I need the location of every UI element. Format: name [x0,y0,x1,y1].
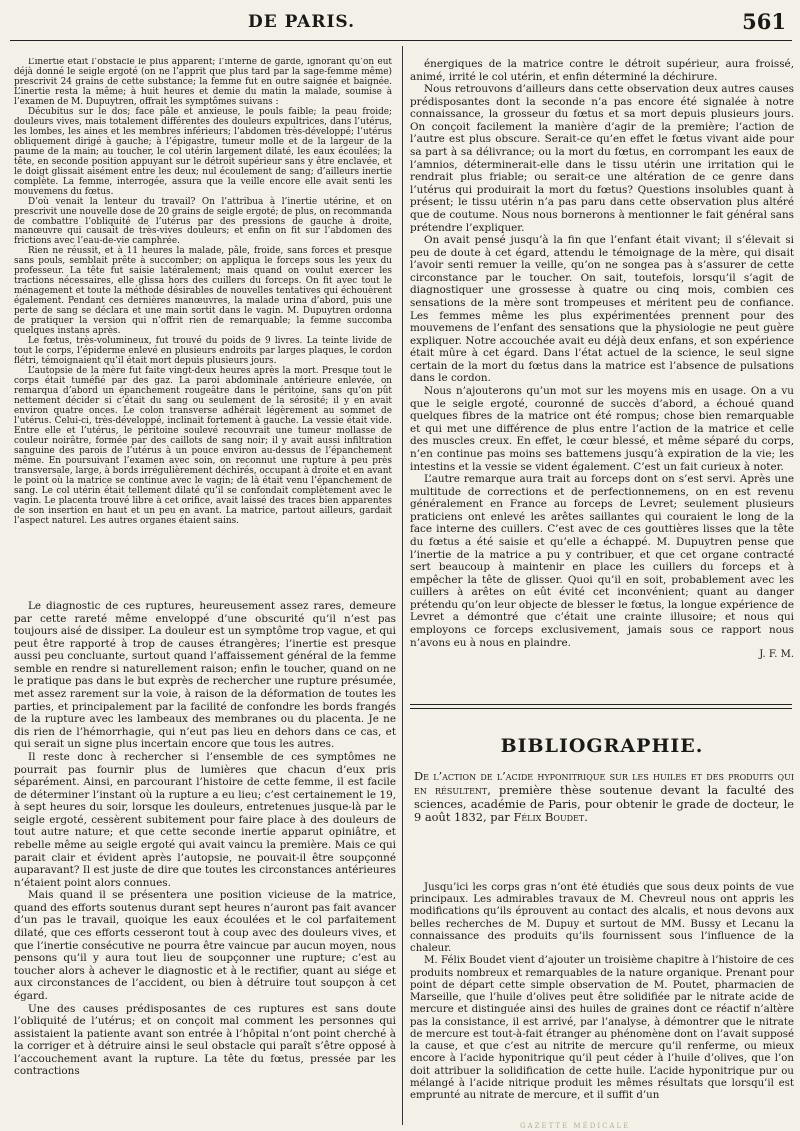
column-divider [402,46,403,1125]
paragraph: L’inertie était l’obstacle le plus apparent; l’interne de garde, ignorant qu’on eût déjà donné le seigle ergoté (on ne l’apprit que plus tard par la sage-femme même) prescrivit 24 grains de cette substance; la femme fut en outre saignée et baignée. L’inertie resta la même; à huit heures et demie du matin la malade, soumise à l’examen de M. Dupuytren, offrait les symptômes suivans : [14,58,392,107]
paragraph: énergiques de la matrice contre le détroit supérieur, aura froissé, animé, irrité le col utérin, et enfin déterminé la déchirure. [410,58,794,83]
paragraph: Le fœtus, très-volumineux, fut trouvé du poids de 9 livres. La teinte livide de tout le corps, l’épiderme enlevé en plusieurs endroits par larges plaques, le cordon flétri, témoignaient qu’il était mort depuis plusieurs jours. [14,336,392,367]
bibliography-review [410,882,794,1126]
paragraph: Décubitus sur le dos; face pâle et anxieuse, le pouls faible; la peau froide; douleurs vives, mais totalement différentes des douleurs expultrices, dans l’utérus, les lombes, les aines et les membres inférieurs; l’abdomen très-développé; l’utérus obliquement dirigé à gauche; à l’épigastre, tumeur molle et de la largeur de la paume de la main; au toucher, le col utérin largement dilaté, les eaux écoulées; la tête, en seconde position appuyant sur le détroit supérieur sans y être enclavée, et le doigt glissait aisément entre les deux; nul écoulement de sang; d’ailleurs inertie complète. La femme, interrogée, assura que la veille encore elle avait senti les mouvemens du fœtus. [14,106,392,197]
section-divider [410,704,792,709]
running-title: DE PARIS. [248,12,356,32]
entry-title: De l’action de l’acide hyponitrique sur les huiles et des produits qui en résultent, [414,769,794,797]
paragraph: Mais quand il se présentera une position vicieuse de la matrice, quand des efforts soutenus durant sept heures n’auront pas fait avancer d’un pas le travail, quoique les eaux écoulées et le col parfaitement dilaté, que ces efforts cesseront tout à coup avec des douleurs vives, et que l’inertie consécutive ne pourra être vaincue par aucun moyen, nous pensons qu’il y aura tout lieu de soupçonner une rupture; c’est au toucher alors à achever le diagnostic et à le rectifier, quant au siége et aux circonstances de l’accident, ou bien à détruire tout soupçon à cet égard. [14,889,396,1002]
paragraph: On avait pensé jusqu’à la fin que l’enfant était vivant; il s’élevait si peu de doute à cet égard, attendu le témoignage de la mère, qui disait l’avoir senti remuer la veille, qu’on ne songea pas à s’assurer de cette circonstance par le toucher. On sait, toutefois, lorsqu’il s’agit de diagnostiquer une grossesse à quatre ou cinq mois, combien ces sensations de la mère sont trompeuses et méritent peu de confiance. Les femmes même les plus expérimentées prennent pour des mouvemens de l’enfant des sensations que la physiologie ne peut guère expliquer. Notre accouchée avait eu déjà deux enfans, et son expérience était mûre à cet égard. Dans l’état actuel de la science, le seul signe certain de la mort du fœtus dans la matrice est l’absence de pulsations dans le cordon. [410,234,794,385]
paragraph: Nous n’ajouterons qu’un mot sur les moyens mis en usage. On a vu que le seigle ergoté, couronné de succès d’abord, a échoué quand quelques fibres de la matrice ont été rompus; chose bien remarquable et qui met une différence de plus entre l’action de la matrice et celle des muscles creux. En effet, le cœur blessé, et même séparé du corps, n’en continue pas moins ses battemens jusqu’à expiration de la vie; les intestins et la vessie se vident également. C’est un fait curieux à noter. [410,385,794,473]
bleed-through-text: GAZETTE MÉDICALE [520,1122,631,1130]
paragraph: Le diagnostic de ces ruptures, heureusement assez rares, demeure par cette rareté même enveloppé d’une obscurité qu’il n’est pas toujours aisé de dissiper. La douleur est un symptôme trop vague, et qui peut être rapporté à trop de causes étrangères; l’inertie est presque aussi peu concluante, surtout quand l’affaissement général de la femme semble en rendre si naturellement raison; enfin le toucher, quand on ne le pratique pas dans le but exprès de rechercher une rupture présumée, met assez rarement sur la voie, à raison de la déformation de toutes les parties, et principalement par la facilité de confondre les bords frangés de la rupture avec les lambeaux des membranes ou du placenta. Je ne dis rien de l’hémorrhagie, qui n’eut pas lieu en dehors dans ce cas, et qui serait un signe plus incertain encore que tous les autres. [14,600,396,751]
paragraph: Nous retrouvons d’ailleurs dans cette observation deux autres causes prédisposantes dont la seconde n’a pas encore été signalée à notre connaissance, la grosseur du fœtus et sa mort depuis plusieurs jours. On conçoit facilement la manière d’agir de la première; l’action de l’autre est plus obscure. Serait-ce qu’en effet le fœtus vivant aide pour sa part à sa délivrance; ou la mort du fœtus, en corrompant les eaux de l’amnios, déterminerait-elle dans le tissu utérin une irritation qui le rendrait plus friable; ou serait-ce une altération de ce genre dans l’utérus qui produirait la mort du fœtus? Questions insolubles quant à présent; le tissu utérin n’a pas paru dans cette observation plus altéré que de coutume. Nous nous bornerons à mentionner le fait général sans prétendre l’expliquer. [410,83,794,234]
author-signature: J. F. M. [759,649,794,661]
paragraph: Rien ne réussit, et à 11 heures la malade, pâle, froide, sans forces et presque sans pouls, semblait prête à succomber; on appliqua le forceps sous les yeux du professeur. La tête fut saisie latéralement; mais quand on voulut exercer les tractions nécessaires, elle glissa hors des cuillers du forceps. On fit avec tout le ménagement et toute la méthode désirables de nouvelles tentatives qui échouèrent également. Pendant ces dernières manœuvres, la malade urina d’abord, puis une perte de sang se déclara et une main sortit dans le vagin. M. Dupuytren ordonna de pratiquer la version qui n’offrit rien de remarquable; la femme succomba quelques instans après. [14,246,392,337]
paragraph: M. Félix Boudet vient d’ajouter un troisième chapitre à l’histoire de ces produits nombreux et remarquables de la nature organique. Prenant pour point de départ cette simple observation de M. Poutet, pharmacien de Marseille, que l’huile d’olives peut être solidifiée par le nitrate acide de mercure et distinguée ainsi des huiles de graines dont ce réactif n’altère pas la consistance, il est arrivé, par l’analyse, à démontrer que le nitrate de mercure est tout-à-fait étranger au phénomène dont on l’avait supposé la cause, et que c’est au nitrite de mercure qu’il renferme, ou mieux encore à l’acide hyponitrique qu’il peut céder à l’huile d’olives, que l’on doit attribuer la solidification de cette huile. L’acide hyponitrique pur ou mélangé à l’acide nitrique produit les mêmes résultats que lorsqu’il est emprunté au nitrate de mercure, et il suffit d’un [410,955,794,1101]
paragraph: D’où venait la lenteur du travail? On l’attribua à l’inertie utérine, et on prescrivit une nouvelle dose de 20 grains de seigle ergoté; de plus, on recommanda de combattre l’obliquité de l’utérus par des pressions de gauche à droite, manœuvre qui causait de très-vives douleurs; et enfin on fit sur l’abdomen des frictions avec l’eau-de-vie camphrée. [14,196,392,247]
paragraph: L’autre remarque aura trait au forceps dont on s’est servi. Après une multitude de corrections et de perfectionnemens, on en est revenu généralement en France au forceps de Levret; seulement plusieurs praticiens ont enlevé les arêtes saillantes qui couraient le long de la face interne des cuillers. C’est avec de ces gouttières lisses que la tête du fœtus a été saisie et qu’elle a échappé. M. Dupuytren pense que l’inertie de la matrice a pu y contribuer, et que cet organe contracté sert beaucoup à maintenir en place les cuillers du forceps et à empêcher la tête de glisser. Quoi qu’il en soit, probablement avec les cuillers à arêtes on eût évité cet inconvénient; quant au danger prétendu qu’on leur objecte de blesser le fœtus, la longue expérience de Levret a démontré que c’était une crainte illusoire; et nous qui employons ce forceps exclusivement, jamais sous ce rapport nous n’avons eu à nous en plaindre. [410,473,794,649]
paragraph: Il reste donc à rechercher si l’ensemble de ces symptômes ne pourrait pas fournir plus de lumières que chacun d’eux pris séparément. Ainsi, en parcourant l’histoire de cette femme, il est facile de déterminer l’instant où la rupture a eu lieu; c’est certainement le 19, à sept heures du soir, lorsque les douleurs, entretenues jusque-là par le seigle ergoté, cessèrent subitement pour faire place à des douleurs de tout autre nature; et que cette seconde inertie apparut opiniâtre, et rebelle même au seigle ergoté qui avait vaincu la première. Mais ce qui parait clair et évident après l’autopsie, ne pouvait-il être soupçonné auparavant? Il est juste de dire que toutes les circonstances antérieures n’étaient point alors connues. [14,750,396,889]
entry-description: première thèse soutenue devant la faculté des sciences, académie de Paris, pour obtenir le grade de docteur, le 9 août 1832, par [414,782,794,825]
bibliography-entry [414,770,794,825]
left-column-small-print [14,58,392,612]
header-rule [10,40,792,41]
paragraph: L’autopsie de la mère fut faite vingt-deux heures après la mort. Presque tout le corps était tuméfié par des gaz. La paroi abdominale antérieure enlevée, on remarqua d’abord un épanchement rougeâtre dans le péritoine, sans qu’on pût nettement décider si c’était du sang ou seulement de la sérosité; il y en avait environ quatre onces. Le colon transverse adhérait légèrement au sommet de l’utérus. Celui-ci, très-développé, inclinait fortement à gauche. La vessie était vide. Entre elle et l’utérus, le péritoine soulevé recouvrait une tumeur mollasse de couleur noirâtre, formée par des caillots de sang noir; il y avait aussi infiltration sanguine des parois de l’utérus à un pouce environ au-dessus de l’épanchement même. En poursuivant l’examen avec soin, on reconnut une rupture à peu près transversale, large, à bords irrégulièrement déchirés, occupant à droite et en avant le point où la matrice se continue avec le vagin; de là était venu l’épanchement de sang. Le col utérin était tellement dilaté qu’il se confondait complètement avec le vagin. Le placenta trouvé libre à cet orifice, avait laissé des traces bien apparentes de son insertion en haut et un peu en avant. La matrice, partout ailleurs, gardait l’aspect naturel. Les autres organes étaient sains. [14,366,392,526]
paragraph: Une des causes prédisposantes de ces ruptures est sans doute l’obliquité de l’utérus; et on conçoit mal comment les personnes qui assistaient la patiente avant son entrée à l’hôpital n’ont point cherché à la corriger et à détruire ainsi le seul obstacle qui paraît s’être opposé à l’accouchement avant la rupture. La tête du fœtus, pressée par les contractions [14,1002,396,1078]
paragraph: Jusqu’ici les corps gras n’ont été étudiés que sous deux points de vue principaux. Les admirables travaux de M. Chevreul nous ont appris les modifications qu’ils éprouvent au contact des alcalis, et nous devons aux belles recherches de M. Dupuy et surtout de MM. Bussy et Lecanu la connaissance des produits qu’ils fournissent sous l’influence de la chaleur. [410,882,794,955]
right-column-article [410,58,794,693]
entry-author: Félix Boudet. [513,810,588,825]
section-heading: BIBLIOGRAPHIE. [500,735,704,757]
left-column-body [14,600,396,1120]
page-number: 561 [742,9,786,34]
